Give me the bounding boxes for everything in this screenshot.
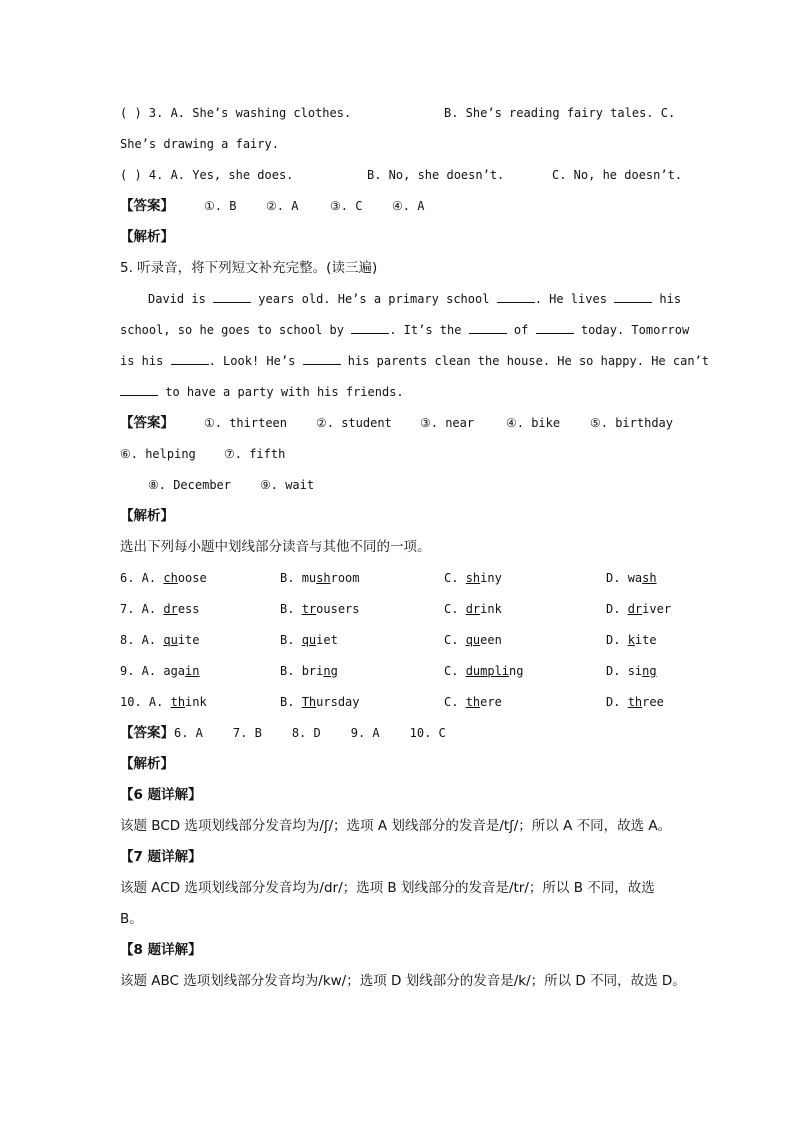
phonics-option: C. dumpling [444,664,524,678]
phonics-option: 7. A. dress [120,602,200,616]
detail-7-text: 该题 ACD 选项划线部分发音均为/dr/；选项 B 划线部分的发音是/tr/；所以 B 不同，故选 [120,880,655,896]
analysis-3: 【解析】 [120,756,174,772]
question-3-line-2: She’s drawing a fairy. [120,137,279,151]
question-3-line-1 [120,98,680,129]
phonics-instruction: 选出下列每小题中划线部分读音与其他不同的一项。 [120,539,431,555]
phonics-question-row [120,625,680,656]
phonics-option: C. there [444,695,502,709]
phonics-option: C. drink [444,602,502,616]
detail-6-title: 【6 题详解】 [120,787,202,803]
phonics-option: B. mushroom [280,571,360,585]
phonics-option: B. bring [280,664,338,678]
phonics-option: 10. A. think [120,695,207,709]
passage-line-3: is his . Look! He’s his parents clean the house. He so happy. He can’t [120,354,709,368]
phonics-option: B. trousers [280,602,360,616]
answer-1: 【答案】 ①. B ②. A ③. C ④. A [120,198,425,214]
detail-6-text: 该题 BCD 选项划线部分发音均为/ʃ/；选项 A 划线部分的发音是/tʃ/；所以 A 不同，故选 A。 [120,818,672,834]
phonics-option: 6. A. choose [120,571,207,585]
detail-7-text-cont: B。 [120,911,143,927]
q4-option-b: B. No, she doesn’t. [367,168,505,182]
document-page [120,98,709,997]
phonics-question-row [120,656,680,687]
phonics-option: B. Thursday [280,695,360,709]
analysis-2: 【解析】 [120,508,174,524]
phonics-option: C. shiny [444,571,502,585]
phonics-option: C. queen [444,633,502,647]
q3-option-a: ( ) 3. A. She’s washing clothes. [120,106,352,120]
passage-line-1: David is years old. He’s a primary school . He lives his [148,292,682,306]
analysis-1: 【解析】 [120,229,174,245]
detail-7-title: 【7 题详解】 [120,849,202,865]
phonics-option: 8. A. quite [120,633,200,647]
answer-2-row-1: 【答案】 ①. thirteen ②. student ③. near ④. bike ⑤. birthday [120,415,674,431]
phonics-option: D. sing [606,664,657,678]
answer-3: 【答案】6. A 7. B 8. D 9. A 10. C [120,725,446,741]
phonics-option: 9. A. again [120,664,200,678]
phonics-question-row [120,563,680,594]
passage-line-2: school, so he goes to school by . It’s the of today. Tomorrow [120,323,690,337]
q3-option-b: B. She’s reading fairy tales. C. [444,106,676,120]
phonics-option: D. kite [606,633,657,647]
phonics-option: B. quiet [280,633,338,647]
detail-8-title: 【8 题详解】 [120,942,202,958]
phonics-question-row [120,594,680,625]
phonics-option: D. three [606,695,664,709]
passage-line-4: to have a party with his friends. [120,377,680,408]
answer-2-row-3: ⑧. December ⑨. wait [148,478,315,492]
phonics-question-row [120,687,680,718]
question-4 [120,160,683,191]
phonics-option: D. wash [606,571,657,585]
question-5-title: 5. 听录音，将下列短文补充完整。(读三遍) [120,260,378,276]
q4-option-c: C. No, he doesn’t. [552,168,683,182]
q4-option-a: ( ) 4. A. Yes, she does. [120,168,294,182]
answer-2-row-2: ⑥. helping ⑦. fifth [120,447,286,461]
phonics-option: D. driver [606,602,672,616]
detail-8-text: 该题 ABC 选项划线部分发音均为/kw/；选项 D 划线部分的发音是/k/；所以 D 不同，故选 D。 [120,973,686,989]
